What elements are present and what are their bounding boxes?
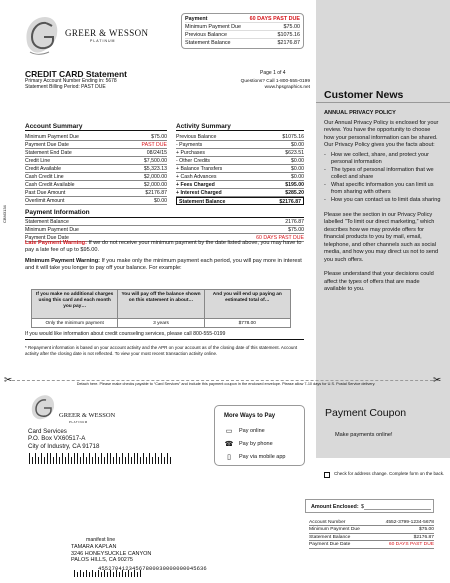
row-label: Statement End Date — [25, 150, 72, 156]
row-label: + Cash Advances — [176, 174, 217, 180]
payment-table-row — [32, 318, 290, 327]
row-value: $2176.87 — [413, 534, 434, 540]
card-services-address — [28, 428, 99, 450]
row-value: $2,000.00 — [143, 174, 167, 180]
credit-counseling-info: If you would like information about credit counseling services, please call 800-555-0199 — [25, 331, 304, 340]
detach-instructions: Detach here. Please make checks payable to “Card Services” and include this payment coupon in the enclosed envelope. Please allow 7-10 days for U.S. Postal Service delivery. — [76, 382, 376, 386]
account-summary-row — [25, 189, 167, 197]
row-label: + Purchases — [176, 150, 205, 156]
row-label: Account Number — [309, 520, 346, 525]
brand-logo-mark — [28, 392, 59, 423]
row-value: $0.00 — [291, 158, 304, 164]
coupon-row — [309, 534, 434, 541]
row-label: Minimum Payment Due — [25, 134, 79, 140]
account-summary-row — [25, 141, 167, 149]
row-label: Payment Due Date — [309, 542, 351, 548]
summary-row-value: $2176.87 — [277, 40, 300, 46]
account-summary-row — [25, 133, 167, 141]
payment-information — [25, 209, 304, 242]
offers-paragraph: Please understand that your decisions could affect the types of offers that are made available to you. — [324, 271, 434, 293]
privacy-heading: ANNUAL PRIVACY POLICY — [324, 110, 396, 116]
billing-period-line: Statement Billing Period: PAST DUE — [25, 83, 106, 90]
privacy-intro: Our Annual Privacy Policy is enclosed for your review. You have the opportunity to choose how your personal information can be shared. Our Privacy Policy gives you the facts about: — [324, 119, 439, 149]
payment-table-header-cell: You will pay off the balance shown on this statement in about… — [118, 290, 204, 318]
account-summary-title: Account Summary — [25, 123, 167, 131]
brand-subtitle: PLATINUM — [69, 420, 88, 424]
row-label: - Other Credits — [176, 158, 211, 164]
row-label: Previous Balance — [176, 134, 217, 140]
row-value: $5,323.13 — [143, 166, 167, 172]
activity-summary-row — [176, 141, 304, 149]
summary-row-label: Previous Balance — [185, 32, 227, 38]
direct-marketing-paragraph: Please see the section in our Privacy Policy labelled “To limit our direct marketing,” which describes how we may provide offers for financial products to you by mail, email, telephone, and other channels such as social media, and how you may direct us not to send you such offers. — [324, 211, 439, 263]
detach-dashed-line — [12, 380, 438, 381]
row-value: $0.00 — [154, 198, 167, 204]
scissors-icon: ✂ — [4, 375, 13, 386]
account-summary-row — [25, 181, 167, 189]
address-change-text: Check for address change. Complete form on the back. — [334, 471, 445, 476]
summary-payment-row — [185, 15, 300, 23]
row-label: Credit Line — [25, 158, 51, 164]
mobile-app-icon: ▯ — [227, 453, 231, 461]
row-label: Minimum Payment Due — [25, 227, 79, 233]
row-value: $2176.87 — [145, 190, 167, 196]
row-label: Cash Credit Available — [25, 182, 75, 188]
row-label: Statement Balance — [25, 219, 69, 225]
payment-warnings — [25, 240, 304, 273]
pay-mobile-label: Pay via mobile app — [239, 453, 286, 460]
pay-phone-option[interactable] — [224, 439, 273, 448]
payment-table-cell: 3 years — [118, 319, 204, 327]
row-value: 2176.87 — [285, 219, 304, 225]
row-label: Statement Balance — [179, 199, 226, 205]
account-summary-row — [25, 157, 167, 165]
summary-row-value: $75.00 — [283, 24, 300, 30]
customer-news-content — [324, 110, 442, 301]
row-value: $0.00 — [291, 142, 304, 148]
account-summary-table — [25, 133, 167, 205]
payment-table-header — [32, 290, 290, 318]
activity-summary-row — [176, 133, 304, 141]
more-ways-to-pay — [214, 405, 305, 466]
address-line: City of Industry, CA 91718 — [28, 442, 100, 450]
row-label: - Payments — [176, 142, 203, 148]
coupon-online-text: Make payments online! — [335, 432, 393, 438]
row-label: Minimum Payment Due — [309, 527, 360, 533]
pay-online-label: Pay online — [239, 427, 265, 434]
activity-summary-row — [176, 149, 304, 157]
late-warning-text: If we do not receive your minimum payment by the date listed above, you may have to pay a late fee of up to $95.00. — [25, 240, 302, 254]
payment-table-cell: Only the minimum payment — [32, 319, 118, 327]
brand-name: GREER & WESSON — [59, 412, 116, 419]
coupon-row — [309, 519, 434, 526]
row-value: $195.00 — [285, 182, 304, 188]
row-value: $623.51 — [285, 150, 304, 156]
activity-summary-row — [176, 157, 304, 165]
payment-table-header-cell: If you make no additional charges using this card and each month you pay… — [32, 290, 118, 318]
recipient-line: PALOS HILLS, CA 90275 — [71, 557, 133, 564]
minimum-payment-table — [31, 289, 291, 328]
minimum-payment-warning — [25, 258, 304, 273]
row-label: Cash Credit Line — [25, 174, 64, 180]
row-label: + Interest Charged — [176, 190, 222, 196]
activity-summary-title: Activity Summary — [176, 123, 304, 131]
minimum-warning-label: Minimum Payment Warning: — [25, 257, 101, 264]
manifest-line: manifest line — [86, 537, 116, 543]
row-value: $2,000.00 — [143, 182, 167, 188]
row-value: $285.20 — [285, 190, 304, 196]
side-code: CBM3134 — [2, 205, 7, 223]
summary-row-value: $1075.16 — [277, 32, 300, 38]
row-value: $2176.87 — [279, 199, 301, 205]
minimum-warning-text: If you make only the minimum payment each period, you will pay more in interest and it will take you longer to pay off your balance. For example: — [25, 257, 302, 272]
past-due-value: PAST DUE — [141, 142, 167, 148]
row-value: $75.00 — [419, 527, 434, 533]
account-summary-row — [25, 197, 167, 205]
row-label: Statement Balance — [309, 534, 351, 540]
row-label: Overlimit Amount — [25, 198, 65, 204]
scissors-icon: ✂ — [433, 375, 442, 386]
account-summary-row — [25, 165, 167, 173]
privacy-list-item: - How we collect, share, and protect your personal information — [324, 152, 442, 167]
row-value: $75.00 — [288, 227, 304, 233]
website-link[interactable]: www.hpsgraphics.net — [264, 84, 310, 90]
late-payment-warning — [25, 240, 304, 255]
row-value: $0.00 — [291, 174, 304, 180]
payment-information-title: Payment Information — [25, 209, 304, 218]
row-label: Past Due Amount — [25, 190, 66, 196]
row-value: 4552-3799-1234-5678 — [385, 520, 434, 525]
payment-information-row — [25, 226, 304, 234]
sidebar-divider — [316, 102, 450, 103]
payment-information-row — [25, 218, 304, 226]
repayment-footnote: * Repayment information is based on your account activity and the APR on your account as of the closing date of this statement. Account activity after the closing date is not reflected. To view your most recent transaction activity online. — [25, 345, 298, 356]
amount-enclosed-label: Amount Enclosed: — [311, 504, 359, 510]
postal-barcode — [29, 453, 171, 464]
dollar-sign: $ — [361, 504, 364, 510]
row-label: Credit Available — [25, 166, 61, 172]
pay-phone-label: Pay by phone — [239, 440, 273, 447]
activity-summary-row — [176, 181, 304, 189]
scan-line: 45527041234567800030000000045636 — [98, 565, 207, 572]
computer-icon: ▭ — [225, 427, 233, 435]
row-value: $0.00 — [291, 166, 304, 172]
amount-input-line[interactable] — [364, 504, 431, 510]
payment-table-header-cell: And you will end up paying an estimated total of… — [212, 292, 282, 303]
summary-payment-status: 60 DAYS PAST DUE — [249, 16, 300, 22]
summary-payment-label: Payment — [185, 16, 208, 22]
activity-summary-table — [176, 133, 304, 205]
payment-table-cell: $778.00 — [238, 321, 256, 326]
past-due-value: 60 DAYS PAST DUE — [388, 542, 434, 548]
coupon-row — [309, 541, 434, 548]
summary-row — [185, 39, 300, 47]
row-label: Payment Due Date — [25, 142, 69, 148]
row-value: $7,500.00 — [143, 158, 167, 164]
privacy-list — [324, 152, 442, 205]
summary-row — [185, 23, 300, 31]
activity-summary-row — [176, 189, 304, 197]
pay-mobile-option[interactable] — [224, 452, 285, 461]
summary-row-label: Minimum Payment Due — [185, 24, 242, 30]
coupon-details-table — [309, 519, 434, 549]
phone-icon: ☎ — [224, 440, 234, 448]
more-ways-title: More Ways to Pay — [224, 413, 276, 419]
privacy-list-item: - What specific information you can limit us from sharing with others — [324, 182, 442, 197]
recipient-line: 3246 HONEYSUCKLE CANYON — [71, 550, 152, 557]
brand-subtitle: PLATINUM — [90, 39, 116, 43]
customer-service-info — [233, 79, 310, 91]
summary-row-label: Statement Balance — [185, 40, 231, 46]
payment-summary-box — [181, 13, 304, 49]
account-summary-row — [25, 173, 167, 181]
pay-online-option[interactable] — [224, 426, 265, 435]
row-value: $75.00 — [151, 134, 167, 140]
address-change-checkbox[interactable] — [324, 472, 330, 478]
row-value: 08/24/15 — [146, 150, 167, 156]
activity-summary-row — [176, 165, 304, 173]
statement-meta — [25, 79, 117, 91]
privacy-list-item: - The types of personal information that we collect and share — [324, 167, 442, 182]
recipient-line: TAMARA KAPLAN — [71, 544, 117, 550]
brand-logo-mark — [21, 12, 64, 59]
amount-enclosed-field[interactable] — [305, 499, 434, 513]
address-line: Card Services — [28, 428, 67, 435]
statement-balance-row — [176, 197, 304, 205]
statement-title: CREDIT CARD Statement — [25, 69, 128, 79]
row-label: Payment Due Date — [25, 235, 69, 241]
questions-phone: Questions? Call 1-800-555-0199 — [240, 79, 310, 84]
summary-row — [185, 31, 300, 39]
row-label: + Balance Transfers — [176, 166, 223, 172]
recipient-address — [71, 544, 151, 564]
account-number-line: Primary Account Number Ending in: 5678 — [25, 78, 117, 84]
address-line: P.O. Box VX60517-A — [28, 435, 86, 443]
page-number: Page 1 of 4 — [260, 70, 286, 76]
past-due-value: 60 DAYS PAST DUE — [256, 235, 304, 241]
row-label: + Fees Charged — [176, 182, 215, 188]
coupon-row — [309, 526, 434, 533]
privacy-list-item: - How you can contact us to limit data sharing — [324, 197, 442, 205]
brand-name: GREER & WESSON — [65, 28, 149, 38]
customer-news-title: Customer News — [324, 89, 404, 101]
late-warning-label: Late Payment Warning: — [25, 240, 87, 246]
activity-summary-row — [176, 173, 304, 181]
account-summary-row — [25, 149, 167, 157]
payment-coupon-title: Payment Coupon — [325, 407, 407, 419]
row-value: $1075.16 — [282, 134, 304, 140]
